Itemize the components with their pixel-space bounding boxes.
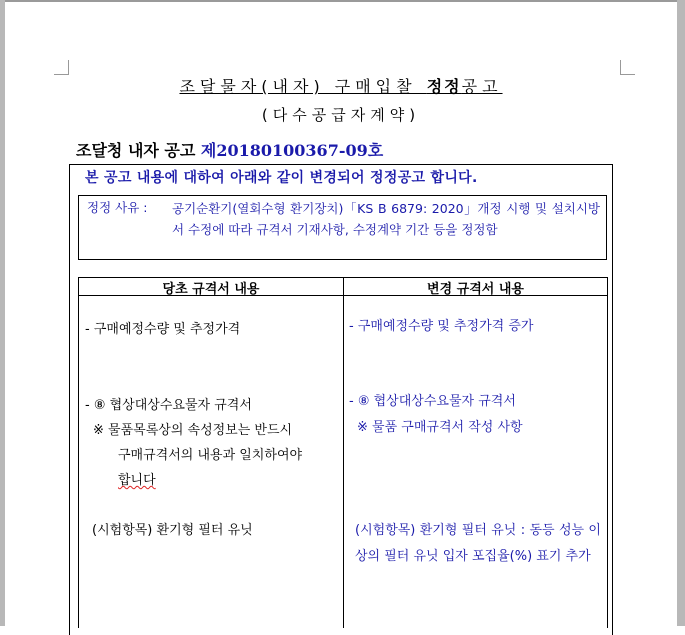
revised-note: ※ 물품 구매규격서 작성 사항	[357, 420, 523, 435]
page-title	[5, 74, 677, 97]
original-note-line: 합니다	[118, 473, 156, 488]
original-note-line: 구매규격서의 내용과 일치하여야	[118, 448, 303, 463]
document-page	[5, 2, 677, 626]
original-test-item: (시험항목) 환기형 필터 유닛	[92, 523, 253, 538]
column-header-revised: 변경 규격서 내용	[427, 282, 524, 297]
original-item-quantity: - 구매예정수량 및 추정가격	[85, 322, 241, 337]
reason-label: 정정 사유 :	[87, 200, 148, 215]
margin-corner-mark	[54, 60, 69, 75]
title-emphasis: 정정	[426, 77, 462, 96]
title-text: 조달물자(내자) 구매입찰	[179, 77, 427, 96]
revised-test-item: (시험항목) 환기형 필터 유닛 : 동등 성능 이상의 필터 유닛 입자 포집율(%) 표기 추가	[355, 523, 601, 564]
correction-headline: 본 공고 내용에 대하여 아래와 같이 변경되어 정정공고 합니다.	[85, 170, 478, 186]
revised-item-spec: - ⑧ 협상대상수요물자 규격서	[349, 394, 516, 409]
original-note-line: ※ 물품목록상의 속성정보는 반드시	[93, 423, 293, 438]
notice-prefix: 조달청 내자 공고	[76, 141, 201, 160]
vertical-scrollbar[interactable]	[677, 0, 685, 626]
margin-corner-mark	[620, 60, 635, 75]
table-border-right	[607, 277, 608, 628]
title-suffix: 공고	[461, 77, 503, 96]
original-item-spec: - ⑧ 협상대상수요물자 규격서	[85, 398, 252, 413]
page-subtitle: (다수공급자계약)	[261, 106, 421, 124]
notice-number: 제20180100367-09호	[200, 141, 384, 160]
table-border-left	[78, 277, 79, 628]
column-header-original: 당초 규격서 내용	[162, 282, 260, 297]
table-column-divider	[343, 277, 344, 628]
revised-item-quantity: - 구매예정수량 및 추정가격 증가	[349, 319, 534, 334]
reason-text: 공기순환기(열회수형 환기장치)「KS B 6879: 2020」개정 시행 및 설치시방서 수정에 따라 규격서 기재사항, 수정계약 기간 등을 정정함	[172, 201, 600, 237]
notice-number-line	[76, 138, 383, 161]
